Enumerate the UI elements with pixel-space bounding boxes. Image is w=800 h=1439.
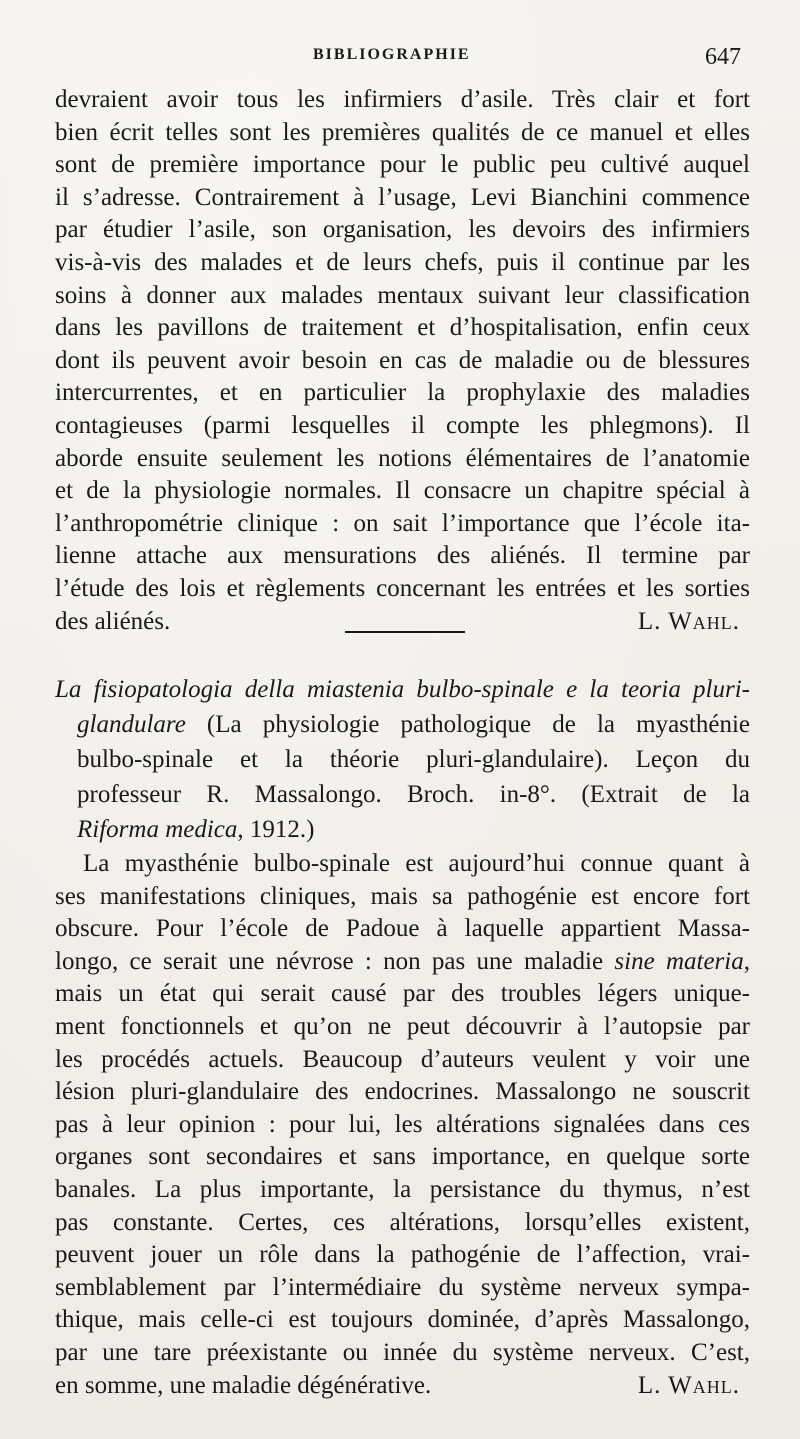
journal-name: Riforma medica xyxy=(77,816,238,843)
text-line: des aliénés. xyxy=(55,607,171,635)
text-line: peuvent jouer un rôle dans la pathogénie de l’affection, vrai- xyxy=(55,1241,750,1269)
bibliographic-reference xyxy=(55,672,750,847)
text-line: par une tare préexistante ou innée du système nerveux. C’est, xyxy=(55,1338,750,1366)
page-number: 647 xyxy=(705,44,741,70)
text-line: il s’adresse. Contrairement à l’usage, Levi Bianchini commence xyxy=(55,183,750,211)
section-divider xyxy=(345,631,465,633)
reference-line: bulbo-spinale et la théorie pluri-glandulaire). Leçon du xyxy=(77,746,750,773)
text-line: sont de première importance pour le public peu cultivé auquel xyxy=(55,151,750,179)
text-line: lienne attache aux mensurations des aliénés. Il termine par xyxy=(55,542,750,570)
text-line: l’anthropométrie clinique : on sait l’importance que l’école ita- xyxy=(55,509,750,537)
author-signature: L. Wahl. xyxy=(637,607,740,635)
text-line: vis-à-vis des malades et de leurs chefs, puis il continue par les xyxy=(55,248,750,276)
text-line: mais un état qui serait causé par des troubles légers unique- xyxy=(55,980,750,1008)
text-line: organes sont secondaires et sans importance, en quelque sorte xyxy=(55,1143,750,1171)
text-line: devraient avoir tous les infirmiers d’asile. Très clair et fort xyxy=(55,86,750,113)
text-line: et de la physiologie normales. Il consacre un chapitre spécial à xyxy=(55,477,750,505)
text-line: intercurrentes, et en particulier la prophylaxie des maladies xyxy=(55,379,750,407)
text-line: La myasthénie bulbo-spinale est aujourd’hui connue quant à xyxy=(83,850,750,877)
text-line: dont ils peuvent avoir besoin en cas de maladie ou de blessures xyxy=(55,346,750,374)
text-line: dans les pavillons de traitement et d’hospitalisation, enfin ceux xyxy=(55,314,750,342)
reference-line xyxy=(55,812,750,847)
latin-phrase: sine materia xyxy=(614,947,744,975)
text-line xyxy=(55,946,750,979)
reference-line xyxy=(55,707,750,742)
text-line: en somme, une maladie dégénérative. xyxy=(55,1371,432,1399)
text-line: lésion pluri-glandulaire des endocrines. Massalongo ne souscrit xyxy=(55,1078,750,1106)
text-line: contagieuses (parmi lesquelles il compte les phlegmons). Il xyxy=(55,411,750,439)
reference-title-line xyxy=(55,672,750,707)
text-line: obscure. Pour l’école de Padoue à laquelle appartient Massa- xyxy=(55,915,750,943)
review-massalongo xyxy=(55,848,750,1402)
text-line: par étudier l’asile, son organisation, les devoirs des infirmiers xyxy=(55,216,750,244)
text-line: ses manifestations cliniques, mais sa pathogénie est encore fort xyxy=(55,882,750,910)
closing-line xyxy=(55,1370,750,1403)
author-signature: L. Wahl. xyxy=(637,1371,740,1399)
text-line: pas à leur opinion : pour lui, les altérations signalées dans ces xyxy=(55,1110,750,1138)
text-line: banales. La plus importante, la persistance du thymus, n’est xyxy=(55,1175,750,1203)
text-fragment: longo, ce serait une névrose : non pas une maladie xyxy=(55,947,615,975)
journal-year: , 1912.) xyxy=(237,816,315,843)
running-head: BIBLIOGRAPHIE xyxy=(313,46,471,63)
text-line: bien écrit telles sont les premières qualités de ce manuel et elles xyxy=(55,118,750,146)
reference-title-end: glandulare xyxy=(77,711,186,738)
text-line: semblablement par l’intermédiaire du système nerveux sympa- xyxy=(55,1273,750,1301)
text-line: thique, mais celle-ci est toujours dominée, d’après Massalongo, xyxy=(55,1306,750,1334)
text-line: soins à donner aux malades mentaux suivant leur classification xyxy=(55,281,750,309)
text-line: ment fonctionnels et qu’on ne peut découvrir à l’autopsie par xyxy=(55,1012,750,1040)
reference-translation: (La physiologie pathologique de la myasthénie xyxy=(185,711,750,738)
reference-line: professeur R. Massalongo. Broch. in-8°. (Extrait de la xyxy=(77,781,750,808)
review-levi-bianchini xyxy=(55,84,750,638)
text-line: l’étude des lois et règlements concernant les entrées et les sorties xyxy=(55,574,750,602)
text-line: aborde ensuite seulement les notions élémentaires de l’anatomie xyxy=(55,444,750,472)
text-fragment: , xyxy=(743,947,750,975)
page-header xyxy=(0,44,800,72)
closing-line xyxy=(55,606,750,639)
reference-title: La fisiopatologia della miastenia bulbo-spinale e la teoria pluri- xyxy=(55,676,750,703)
text-line: pas constante. Certes, ces altérations, lorsqu’elles existent, xyxy=(55,1208,750,1236)
text-line: les procédés actuels. Beaucoup d’auteurs veulent y voir une xyxy=(55,1045,750,1073)
